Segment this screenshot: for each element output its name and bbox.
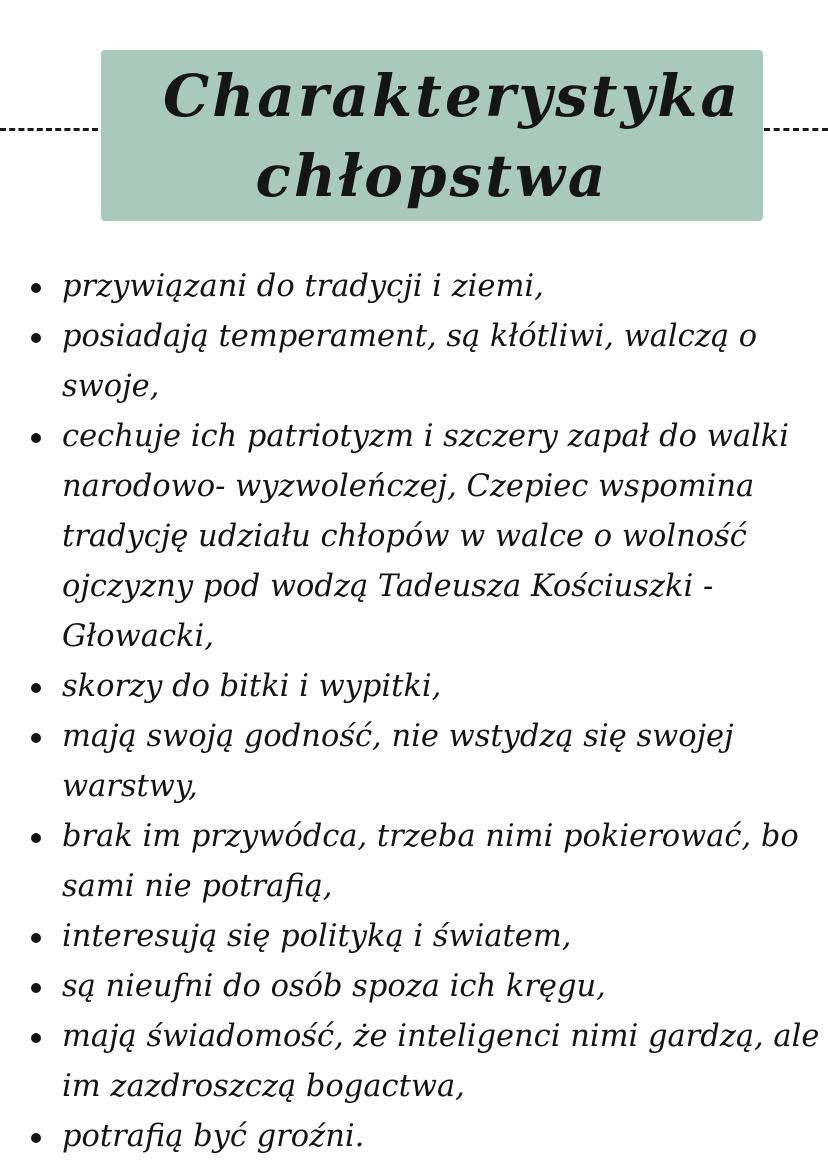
list-item-text: brak im przywódca, trzeba nimi pokierować, bo sami nie potrafią, — [62, 819, 799, 904]
list-item — [26, 412, 824, 662]
list-item-text: mają swoją godność, nie wstydzą się swojej warstwy, — [62, 719, 734, 804]
list-item — [26, 262, 824, 312]
bullet-icon — [31, 1033, 41, 1043]
bullet-icon — [31, 333, 41, 343]
list-item-text: cechuje ich patriotyzm i szczery zapał do walki narodowo- wyzwoleńczej, Czepiec wspomina tradycję udziału chłopów w walce o wolność ojczyzny pod wodzą Tadeusza Kościuszki - Głowacki, — [62, 419, 789, 654]
list-item-text: przywiązani do tradycji i ziemi, — [62, 269, 544, 304]
list-item-text: potrafią być groźni. — [62, 1119, 365, 1154]
list-item-text: posiadają temperament, są kłótliwi, walczą o swoje, — [62, 319, 758, 404]
bullet-icon — [31, 933, 41, 943]
list-item-text: skorzy do bitki i wypitki, — [62, 669, 442, 704]
bullet-icon — [31, 683, 41, 693]
list-item — [26, 1012, 824, 1112]
list-item — [26, 662, 824, 712]
characteristics-list — [26, 262, 824, 1162]
decorative-dashed-line-right — [764, 128, 828, 131]
bullet-icon — [31, 283, 41, 293]
decorative-dashed-line-left — [0, 128, 98, 131]
bullet-icon — [31, 433, 41, 443]
list-item-text: interesują się polityką i światem, — [62, 919, 572, 954]
bullet-icon — [31, 983, 41, 993]
list-item — [26, 812, 824, 912]
list-item — [26, 912, 824, 962]
bullet-icon — [31, 1133, 41, 1143]
list-item — [26, 312, 824, 412]
list-item — [26, 1112, 824, 1162]
list-item-text: mają świadomość, że inteligenci nimi gardzą, ale im zazdroszczą bogactwa, — [62, 1019, 820, 1104]
list-item-text: są nieufni do osób spoza ich kręgu, — [62, 969, 606, 1004]
bullet-icon — [31, 733, 41, 743]
bullet-icon — [31, 833, 41, 843]
list-item — [26, 962, 824, 1012]
list-item — [26, 712, 824, 812]
page-title-line-1: Charakterystyka — [162, 62, 742, 130]
title-banner — [101, 50, 763, 221]
page-title-line-2: chłopstwa — [255, 142, 609, 210]
